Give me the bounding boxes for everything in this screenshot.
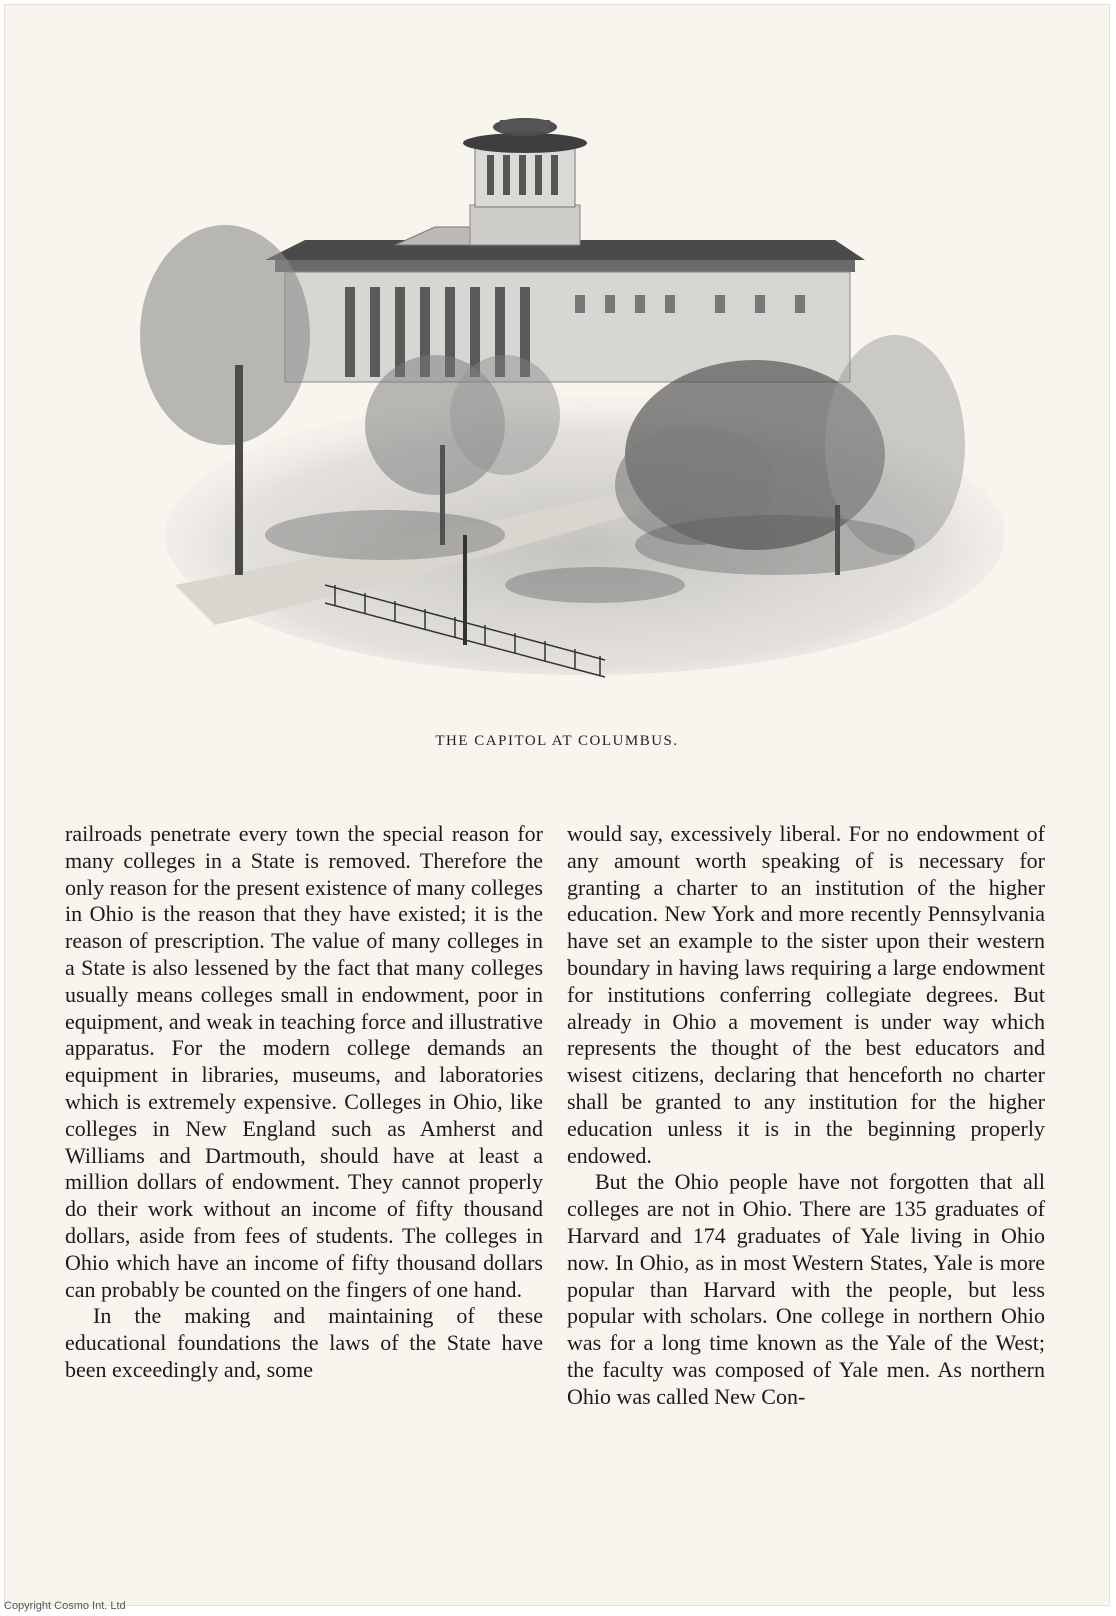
lamp-post [463, 535, 467, 645]
capitol-illustration-svg [135, 65, 1005, 695]
document-page [4, 4, 1110, 1606]
paragraph: would say, excessively liberal. For no endowment of any amount worth speaking of is necessary for granting a charter to an institution of the higher education. New York and more recently Pennsylvania have set an example to the sister upon their western boundary in having laws requiring a large endowment for institutions conferring collegiate degrees. But already in Ohio a movement is under way which represents the thought of the best educators and wisest citizens, declaring that henceforth no charter shall be granted to any institution for the higher education unless it is in the beginning properly endowed. [567, 821, 1045, 1168]
copyright-watermark: Copyright Cosmo Int. Ltd [4, 1600, 126, 1612]
capitol-building [265, 118, 865, 382]
paragraph: railroads penetrate every town the special reason for many colleges in a State is removed. Therefore the only reason for the present existence of many colleges in Ohio is the reason that they have existed; it is the reason of prescription. The value of many colleges in a State is also lessened by the fact that many colleges usually means colleges small in endowment, poor in equipment, and weak in teaching force and illustrative apparatus. For the modern college demands an equipment in libraries, museums, and laboratories which is extremely expensive. Colleges in Ohio, like colleges in New England such as Amherst and Williams and Dartmouth, should have at least a million dollars of endowment. They cannot properly do their work without an income of fifty thousand dollars, aside from fees of students. The colleges in Ohio which have an income of fifty thousand dollars can probably be counted on the fingers of one hand. [65, 821, 543, 1302]
figure-caption: THE CAPITOL AT COLUMBUS. [435, 733, 679, 749]
text-column-left [65, 821, 543, 1384]
capitol-engraving [135, 65, 1005, 695]
paragraph: But the Ohio people have not forgotten that all colleges are not in Ohio. There are 135 graduates of Harvard and 174 graduates of Yale living in Ohio now. In Ohio, as in most Western States, Yale is more popular than Harvard with the people, but less popular with scholars. One college in northern Ohio was for a long time known as the Yale of the West; the faculty was composed of Yale men. As northern Ohio was called New Con- [567, 1169, 1045, 1409]
paragraph: In the making and maintaining of these educational foundations the laws of the State have been exceedingly and, some [65, 1303, 543, 1382]
text-column-right [567, 821, 1045, 1411]
